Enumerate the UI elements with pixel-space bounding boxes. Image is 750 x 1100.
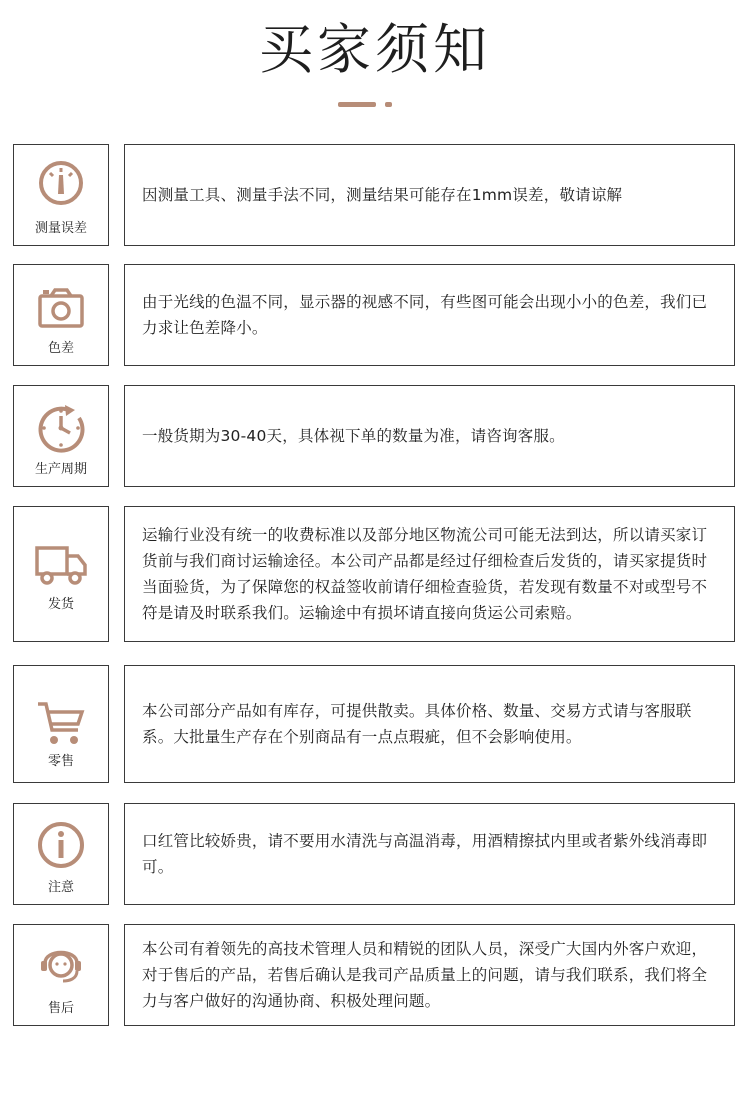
notice-text: 本公司部分产品如有库存，可提供散卖。具体价格、数量、交易方式请与客服联系。大批量生产存在个别商品有一点点瑕疵，但不会影响使用。 bbox=[142, 702, 692, 746]
notice-icon-box bbox=[13, 803, 109, 905]
notice-text: 本公司有着领先的高技术管理人员和精锐的团队人员，深受广大国内外客户欢迎，对于售后的产品，若售后确认是我司产品质量上的问题，请与我们联系，我们将全力与客户做好的沟通协商、积极处理问题。 bbox=[142, 940, 708, 1010]
notice-text-box bbox=[124, 385, 735, 487]
info-icon bbox=[36, 820, 86, 870]
camera-icon bbox=[37, 287, 85, 329]
notice-icon-box bbox=[13, 264, 109, 366]
title-divider-dot bbox=[385, 102, 392, 107]
notice-icon-box bbox=[13, 924, 109, 1026]
notice-text-box bbox=[124, 665, 735, 783]
notice-text: 因测量工具、测量手法不同，测量结果可能存在1mm误差，敬请谅解 bbox=[142, 186, 623, 204]
page-title: 买家须知 bbox=[259, 18, 491, 81]
cart-icon bbox=[36, 700, 86, 748]
truck-icon bbox=[34, 543, 88, 587]
gauge-icon bbox=[37, 159, 85, 207]
notice-icon-box bbox=[13, 506, 109, 642]
notice-label: 测量误差 bbox=[34, 221, 87, 236]
notice-label: 发货 bbox=[47, 597, 74, 612]
notice-label: 注意 bbox=[47, 880, 74, 895]
notice-text-box bbox=[124, 506, 735, 642]
notice-icon-box bbox=[13, 144, 109, 246]
notice-label: 生产周期 bbox=[34, 462, 87, 477]
customer-service-icon bbox=[37, 939, 85, 987]
notice-text-box bbox=[124, 803, 735, 905]
notice-icon-box bbox=[13, 385, 109, 487]
notice-text: 由于光线的色温不同，显示器的视感不同，有些图可能会出现小小的色差，我们已力求让色差降小。 bbox=[142, 293, 708, 337]
notice-label: 零售 bbox=[47, 754, 74, 769]
notice-text: 运输行业没有统一的收费标准以及部分地区物流公司可能无法到达，所以请买家订货前与我们商讨运输途径。本公司产品都是经过仔细检查后发货的，请买家提货时当面验货，为了保障您的权益签收前请仔细检查验货，若发现有数量不对或型号不符是请及时联系我们。运输途中有损坏请直接向货运公司索赔。 bbox=[142, 526, 708, 622]
notice-text-box bbox=[124, 264, 735, 366]
notice-label: 售后 bbox=[47, 1001, 74, 1016]
notice-text: 一般货期为30-40天，具体视下单的数量为准，请咨询客服。 bbox=[142, 427, 565, 445]
notice-text-box bbox=[124, 144, 735, 246]
title-divider-bar bbox=[338, 102, 376, 107]
clock-icon bbox=[35, 402, 87, 454]
notice-text-box bbox=[124, 924, 735, 1026]
notice-text: 口红管比较娇贵，请不要用水清洗与高温消毒，用酒精擦拭内里或者紫外线消毒即可。 bbox=[142, 832, 708, 876]
notice-icon-box bbox=[13, 665, 109, 783]
notice-label: 色差 bbox=[47, 341, 74, 356]
